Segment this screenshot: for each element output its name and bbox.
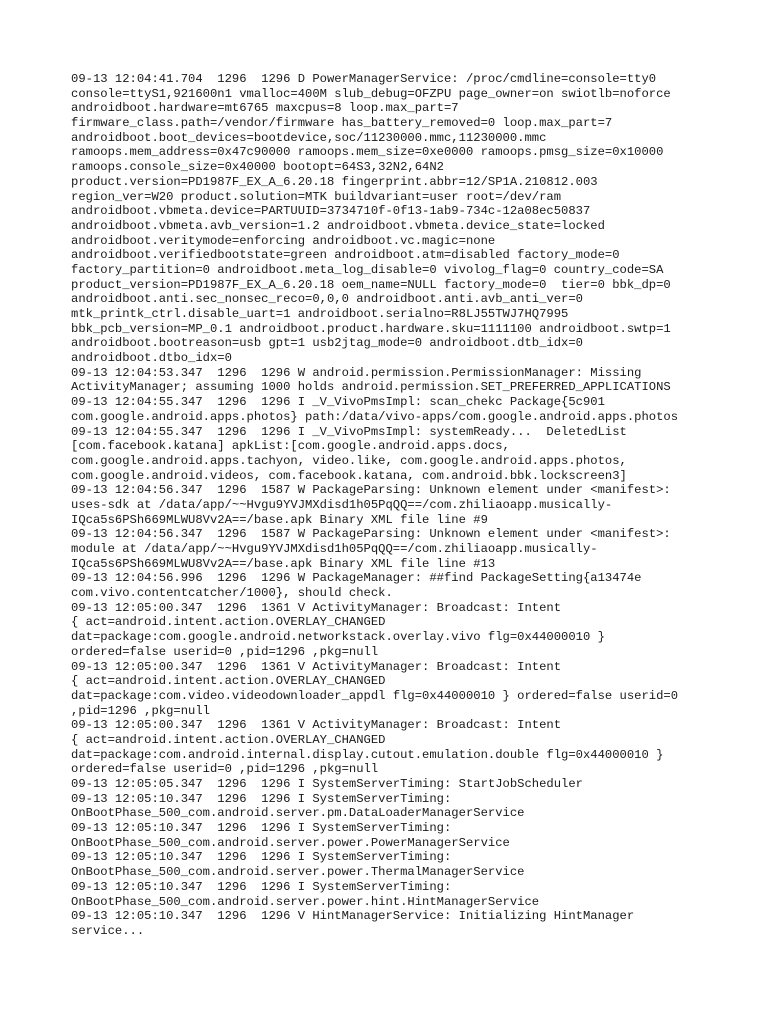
log-line: dat=package:com.video.videodownloader_appdl flg=0x44000010 } ordered=false userid=0	[71, 688, 679, 703]
log-line: androidboot.verifiedbootstate=green androidboot.atm=disabled factory_mode=0	[71, 248, 620, 263]
log-line: 09-13 12:04:56.347 1296 1587 W PackageParsing: Unknown element under <manifest>:	[71, 527, 671, 542]
log-line: 09-13 12:04:53.347 1296 1296 W android.permission.PermissionManager: Missing	[71, 365, 642, 380]
log-line: androidboot.vbmeta.avb_version=1.2 androidboot.vbmeta.device_state=locked	[71, 218, 605, 233]
log-line: ordered=false userid=0 ,pid=1296 ,pkg=null	[71, 762, 379, 777]
log-line: 09-13 12:05:00.347 1296 1361 V ActivityManager: Broadcast: Intent	[71, 718, 562, 733]
log-line: product.version=PD1987F_EX_A_6.20.18 fingerprint.abbr=12/SP1A.210812.003	[71, 174, 598, 189]
log-line: dat=package:com.google.android.networkstack.overlay.vivo flg=0x44000010 }	[71, 630, 605, 645]
log-line: uses-sdk at /data/app/~~Hvgu9YVJMXdisd1h05PqQQ==/com.zhiliaoapp.musically-	[71, 497, 613, 512]
log-line: androidboot.vbmeta.device=PARTUUID=3734710f-0f13-1ab9-734c-12a08ec50837	[71, 204, 591, 219]
log-line: console=ttyS1,921600n1 vmalloc=400M slub_debug=OFZPU page_owner=on swiotlb=noforce	[71, 86, 671, 101]
log-line: product_version=PD1987F_EX_A_6.20.18 oem_name=NULL factory_mode=0 tier=0 bbk_dp=0	[71, 277, 671, 292]
log-line: mtk_printk_ctrl.disable_uart=1 androidboot.serialno=R8LJ55TWJ7HQ7995	[71, 307, 569, 321]
log-line: firmware_class.path=/vendor/firmware has_battery_removed=0 loop.max_part=7	[71, 116, 613, 131]
log-line: ActivityManager; assuming 1000 holds android.permission.SET_PREFERRED_APPLICATIONS	[71, 380, 671, 395]
log-line: 09-13 12:04:41.704 1296 1296 D PowerManagerService: /proc/cmdline=console=tty0	[71, 72, 657, 86]
log-line: { act=android.intent.action.OVERLAY_CHANGED	[71, 674, 386, 689]
log-line: factory_partition=0 androidboot.meta_log_disable=0 vivolog_flag=0 country_code=SA	[71, 262, 664, 277]
log-line: service...	[71, 923, 145, 938]
log-line: 09-13 12:05:10.347 1296 1296 I SystemServerTiming:	[71, 821, 452, 836]
log-line: com.google.android.apps.photos} path:/data/vivo-apps/com.google.android.apps.photos	[71, 409, 679, 424]
log-line: androidboot.dtbo_idx=0	[71, 351, 232, 366]
log-line: ramoops.mem_address=0x47c90000 ramoops.mem_size=0xe0000 ramoops.pmsg_size=0x10000	[71, 145, 664, 160]
log-line: OnBootPhase_500_com.android.server.power.PowerManagerService	[71, 835, 510, 850]
log-line: androidboot.bootreason=usb gpt=1 usb2jtag_mode=0 androidboot.dtb_idx=0	[71, 336, 583, 351]
log-line: 09-13 12:05:05.347 1296 1296 I SystemServerTiming: StartJobScheduler	[71, 777, 583, 791]
log-line: 09-13 12:04:55.347 1296 1296 I _V_VivoPmsImpl: scan_chekc Package{5c901	[71, 395, 605, 410]
log-line: androidboot.anti.sec_nonsec_reco=0,0,0 androidboot.anti.avb_anti_ver=0	[71, 292, 583, 307]
log-line: dat=package:com.android.internal.display.cutout.emulation.double flg=0x44000010 }	[71, 747, 664, 762]
log-line: ,pid=1296 ,pkg=null	[71, 703, 210, 718]
log-line: 09-13 12:05:10.347 1296 1296 I SystemServerTiming:	[71, 879, 452, 894]
log-line: [com.facebook.katana] apkList:[com.google.android.apps.docs,	[71, 439, 510, 454]
log-line: 09-13 12:04:56.347 1296 1587 W PackageParsing: Unknown element under <manifest>:	[71, 483, 671, 498]
log-line: androidboot.veritymode=enforcing androidboot.vc.magic=none	[71, 233, 496, 248]
log-line: com.google.android.apps.tachyon, video.like, com.google.android.apps.photos,	[71, 453, 627, 468]
log-line: bbk_pcb_version=MP_0.1 androidboot.product.hardware.sku=1111100 androidboot.swtp=1	[71, 321, 671, 336]
log-line: com.google.android.videos, com.facebook.katana, com.android.bbk.lockscreen3]	[71, 468, 627, 483]
log-line: 09-13 12:05:10.347 1296 1296 I SystemServerTiming:	[71, 791, 452, 806]
log-line: ramoops.console_size=0x40000 bootopt=64S3,32N2,64N2	[71, 160, 444, 175]
log-line: OnBootPhase_500_com.android.server.power.hint.HintManagerService	[71, 894, 540, 909]
log-line: region_ver=W20 product.solution=MTK buildvariant=user root=/dev/ram	[71, 189, 562, 204]
log-line: com.vivo.contentcatcher/1000}, should check.	[71, 586, 393, 601]
log-line: 09-13 12:05:10.347 1296 1296 V HintManagerService: Initializing HintManager	[71, 909, 635, 924]
log-line: IQca5s6PSh669MLWU8Vv2A==/base.apk Binary XML file line #9	[71, 512, 488, 527]
log-line: OnBootPhase_500_com.android.server.power.ThermalManagerService	[71, 865, 525, 880]
log-line: OnBootPhase_500_com.android.server.pm.DataLoaderManagerService	[71, 806, 525, 821]
log-line: { act=android.intent.action.OVERLAY_CHANGED	[71, 615, 386, 630]
log-line: 09-13 12:05:10.347 1296 1296 I SystemServerTiming:	[71, 850, 452, 865]
log-line: { act=android.intent.action.OVERLAY_CHANGED	[71, 732, 386, 747]
log-line: androidboot.hardware=mt6765 maxcpus=8 loop.max_part=7	[71, 101, 459, 116]
log-line: 09-13 12:04:55.347 1296 1296 I _V_VivoPmsImpl: systemReady... DeletedList	[71, 424, 627, 439]
log-line: 09-13 12:04:56.996 1296 1296 W PackageManager: ##find PackageSetting{a13474e	[71, 571, 642, 586]
log-line: module at /data/app/~~Hvgu9YVJMXdisd1h05PqQQ==/com.zhiliaoapp.musically-	[71, 542, 598, 556]
log-line: IQca5s6PSh669MLWU8Vv2A==/base.apk Binary XML file line #13	[71, 556, 496, 571]
log-line: ordered=false userid=0 ,pid=1296 ,pkg=null	[71, 644, 379, 659]
log-line: 09-13 12:05:00.347 1296 1361 V ActivityManager: Broadcast: Intent	[71, 600, 562, 615]
log-line: 09-13 12:05:00.347 1296 1361 V ActivityManager: Broadcast: Intent	[71, 659, 562, 674]
log-line: androidboot.boot_devices=bootdevice,soc/11230000.mmc,11230000.mmc	[71, 130, 547, 145]
log-text-body	[71, 72, 711, 939]
